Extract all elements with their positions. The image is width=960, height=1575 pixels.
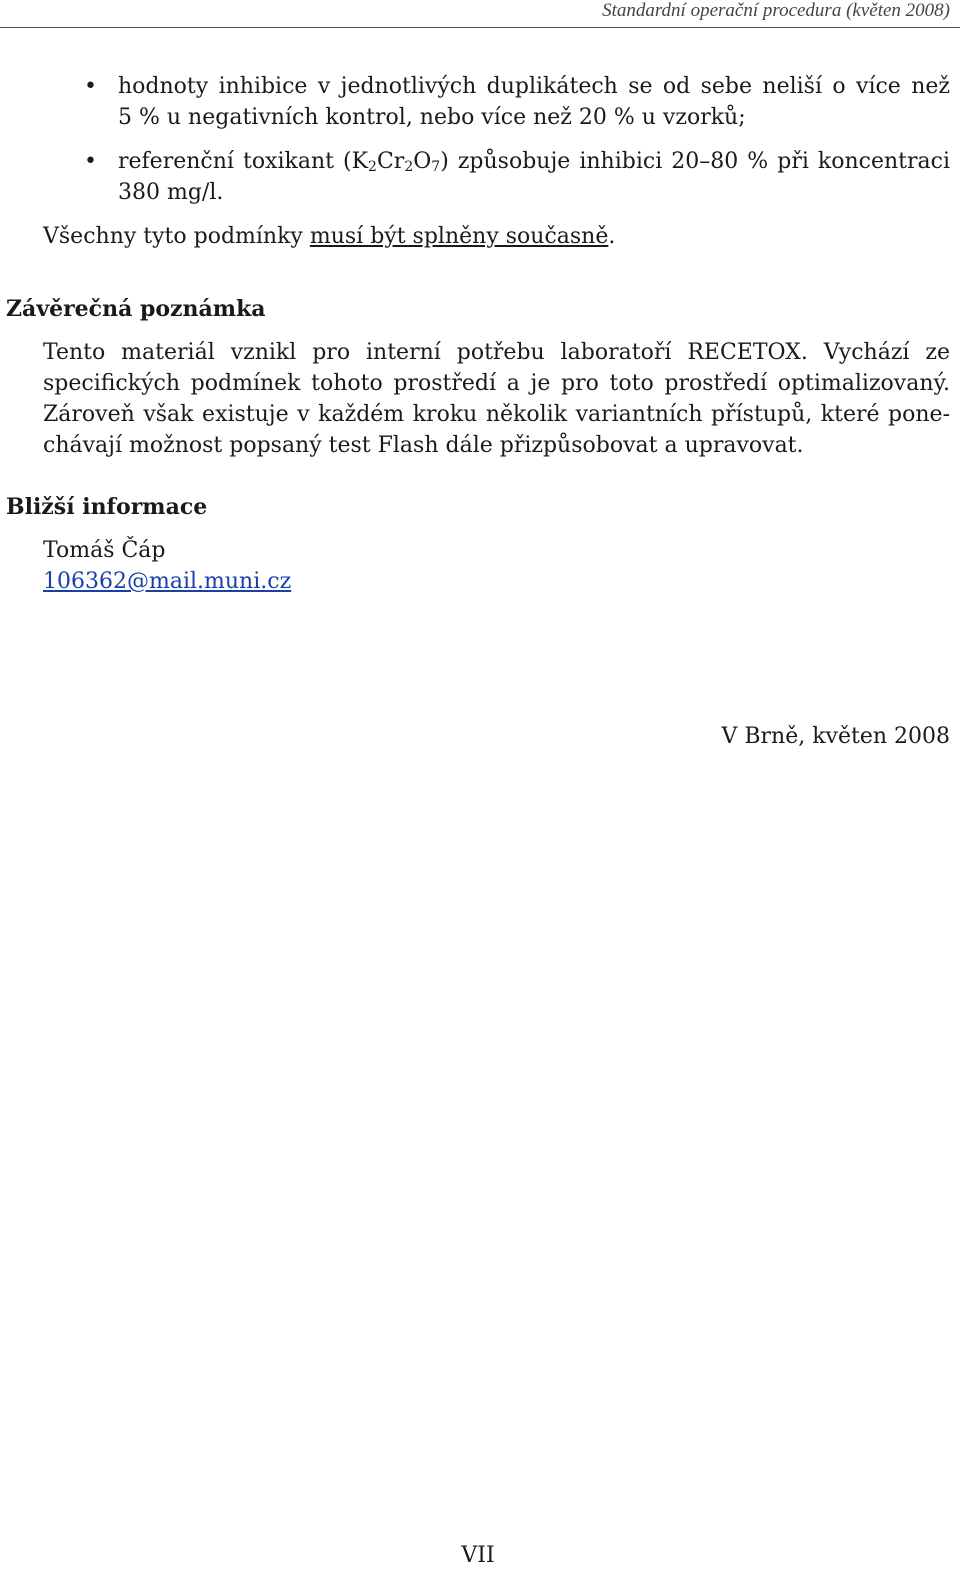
final-note-paragraph <box>43 337 950 461</box>
final-note-heading: Závěrečná poznámka <box>6 296 266 322</box>
running-title: Standardní operační procedura (květen 2008) <box>602 0 950 21</box>
criteria-item-1-line-1: hodnoty inhibice v jednotlivých duplikátech se od sebe neliší o více než <box>118 74 950 99</box>
contact-details <box>43 535 950 597</box>
criteria-summary: Všechny tyto podmínky musí být splněny současně. <box>43 224 616 249</box>
closing-place-date: V Brně, květen 2008 <box>721 724 950 749</box>
final-note-line: specifických podmínek tohoto prostředí a je pro toto prostředí optimalizovaný. <box>43 371 950 396</box>
criteria-item-1 <box>118 71 950 133</box>
criteria-item-2-line-1: referenční toxikant $(K_2Cr_2O_7)$ způsobuje inhibici 20–80 % při koncentraci <box>118 149 951 175</box>
contact-email-link[interactable]: 106362@mail.muni.cz <box>43 569 292 594</box>
criteria-item-2-line-2: 380 mg/l. <box>118 180 224 205</box>
emphasis-text: musí být splněny současně <box>309 224 609 249</box>
final-note-line: chávají možnost popsaný test Flash dále přizpůsobovat a upravovat. <box>43 433 804 458</box>
criteria-item-2 <box>118 146 950 208</box>
final-note-line: Tento materiál vznikl pro interní potřebu laboratoří RECETOX. Vychází ze <box>43 340 950 365</box>
criteria-item-1-line-2: 5 % u negativních kontrol, nebo více než 20 % u vzorků; <box>118 105 746 130</box>
page-number: VII <box>461 1543 495 1568</box>
contact-heading: Bližší informace <box>6 494 208 520</box>
contact-name: Tomáš Čáp <box>43 538 166 563</box>
page-header <box>0 0 960 28</box>
bullet-icon: • <box>84 149 97 174</box>
bullet-icon: • <box>84 74 97 99</box>
final-note-line: Zároveň však existuje v každém kroku několik variantních přístupů, které pone- <box>43 402 950 427</box>
